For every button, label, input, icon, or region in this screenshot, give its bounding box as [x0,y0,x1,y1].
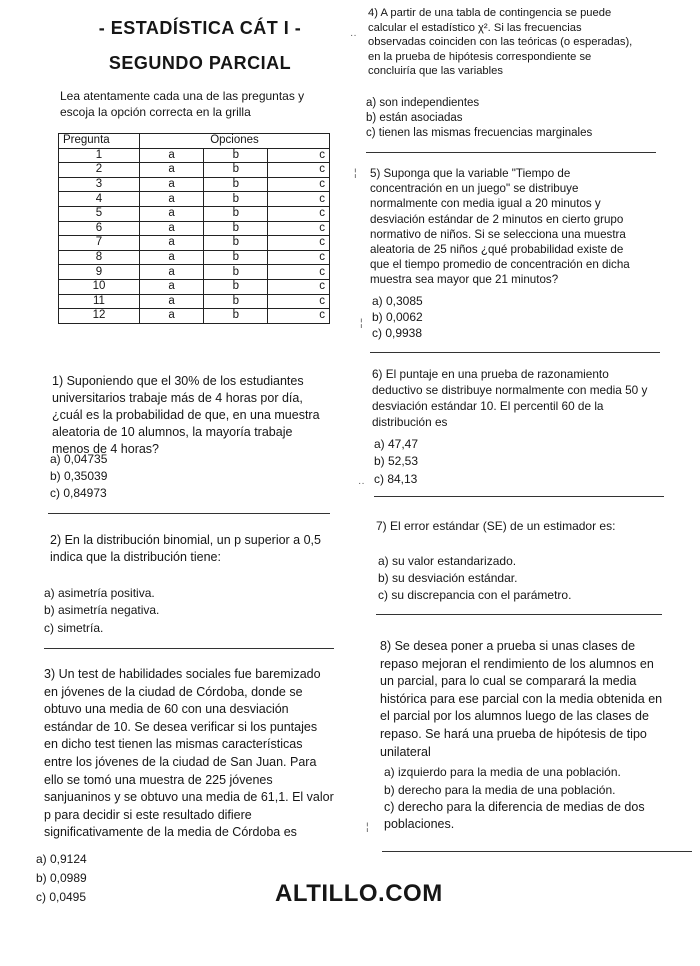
question-1: 1) Suponiendo que el 30% de los estudiantes universitarios trabaje más de 4 horas por día, ¿cuál es la probabilidad de que, en una muestra aleatoria de 10 alumnos, la mayoría trabaje menos de 4 horas? [52,374,320,456]
q8-option-b[interactable]: b) derecho para la media de una población. [384,783,616,797]
question-6: 6) El puntaje en una prueba de razonamiento deductivo se distribuye normalmente con media 50 y desviación estándar 10. El percentil 60 de la distribución es [372,367,648,429]
grid-option-b[interactable]: b [204,236,268,251]
q4-option-a[interactable]: a) son independientes [366,97,480,109]
grid-question-number: 9 [59,265,140,280]
question-5: 5) Suponga que la variable "Tiempo de concentración en un juego" se distribuye normalmente con media igual a 20 minutos y desviación estándar de 2 minutos en cierto grupo normativo de niños. Si se selecciona una muestra aleatoria de 25 niños ¿qué probabilidad existe de que el tiempo promedio de concentración en dicha muestra sea mayor que 21 minutos? [370,167,630,287]
grid-option-b[interactable]: b [204,279,268,294]
grid-option-b[interactable]: b [204,163,268,178]
grid-option-a[interactable]: a [140,148,204,163]
grid-option-b[interactable]: b [204,294,268,309]
grid-question-number: 5 [59,206,140,221]
grid-option-a[interactable]: a [140,206,204,221]
grid-row [59,163,330,178]
grid-option-c[interactable]: c [268,250,330,265]
grid-question-number: 6 [59,221,140,236]
q6-option-b[interactable]: b) 52,53 [374,454,419,468]
q3-option-a[interactable]: a) 0,9124 [36,852,87,866]
q2-option-c[interactable]: c) simetría. [44,621,104,635]
grid-row [59,294,330,309]
grid-row [59,177,330,192]
q5-option-b[interactable]: b) 0,0062 [372,310,423,324]
question-2: 2) En la distribución binomial, un p superior a 0,5 indica que la distribución tiene: [50,533,321,564]
grid-question-number: 11 [59,294,140,309]
grid-option-c[interactable]: c [268,309,330,324]
grid-row [59,206,330,221]
grid-header-opciones: Opciones [140,134,330,149]
grid-option-b[interactable]: b [204,250,268,265]
grid-row [59,192,330,207]
q8-option-c[interactable]: c) derecho para la diferencia de medias de dos poblaciones. [384,800,645,831]
q1-option-c[interactable]: c) 0,84973 [50,486,107,500]
grid-question-number: 4 [59,192,140,207]
scan-mark: ¦ [360,318,363,329]
q5-option-a[interactable]: a) 0,3085 [372,294,423,308]
scan-mark: ·· [358,478,365,489]
divider [374,496,664,497]
grid-option-c[interactable]: c [268,294,330,309]
q4-option-c[interactable]: c) tienen las mismas frecuencias marginales [366,127,593,139]
grid-row [59,279,330,294]
scan-mark: ¦ [366,822,369,833]
grid-option-a[interactable]: a [140,309,204,324]
grid-option-b[interactable]: b [204,265,268,280]
scan-mark: ¦ [354,168,357,179]
grid-option-a[interactable]: a [140,236,204,251]
q7-option-c[interactable]: c) su discrepancia con el parámetro. [378,588,572,602]
grid-option-b[interactable]: b [204,221,268,236]
grid-option-c[interactable]: c [268,221,330,236]
grid-option-c[interactable]: c [268,206,330,221]
grid-row [59,265,330,280]
grid-question-number: 1 [59,148,140,163]
answer-grid [58,133,330,324]
q7-option-a[interactable]: a) su valor estandarizado. [378,554,517,568]
divider [48,513,330,514]
grid-option-a[interactable]: a [140,221,204,236]
grid-option-a[interactable]: a [140,250,204,265]
grid-option-b[interactable]: b [204,309,268,324]
grid-option-b[interactable]: b [204,148,268,163]
exam-subtitle: SEGUNDO PARCIAL [108,53,292,73]
grid-option-a[interactable]: a [140,265,204,280]
exam-title: - ESTADÍSTICA CÁT I - [98,18,302,38]
q3-option-b[interactable]: b) 0,0989 [36,871,87,885]
grid-option-b[interactable]: b [204,192,268,207]
question-3: 3) Un test de habilidades sociales fue baremizado en jóvenes de la ciudad de Córdoba, donde se obtuvo una media de 60 con una desviación estándar de 10. Se desea verificar si los puntajes en dicho test tienen las mismas características entre los jóvenes de la ciudad de San Juan. Para ello se tomó una muestra de 225 jóvenes sanjuaninos y se obtuvo una media de 61,1. El valor p para decidir si este resultado difiere significativamente de la media de Córdoba es [44,667,334,840]
grid-option-a[interactable]: a [140,177,204,192]
site-watermark: ALTILLO.COM [275,880,443,907]
grid-row [59,236,330,251]
grid-option-c[interactable]: c [268,236,330,251]
grid-question-number: 2 [59,163,140,178]
grid-row [59,309,330,324]
grid-row [59,221,330,236]
grid-question-number: 7 [59,236,140,251]
q7-option-b[interactable]: b) su desviación estándar. [378,571,518,585]
grid-option-c[interactable]: c [268,148,330,163]
grid-row [59,148,330,163]
divider [44,648,334,649]
question-8: 8) Se desea poner a prueba si unas clases de repaso mejoran el rendimiento de los alumnos en un parcial, para lo cual se comparará la media histórica para ese parcial con la media obtenida en el parcial por los alumnos luego de las clases de repaso. Se hará una prueba de hipótesis de tipo unilateral [380,639,663,759]
divider [376,614,662,615]
question-4: 4) A partir de una tabla de contingencia se puede calcular el estadístico χ². Si las frecuencias observadas coinciden con las teóricas (o esperadas), en la prueba de hipótesis correspondiente se concluiría que las variables [368,7,633,77]
q4-option-b[interactable]: b) están asociadas [366,112,463,124]
q3-option-c[interactable]: c) 0,0495 [36,890,87,904]
grid-question-number: 12 [59,309,140,324]
grid-question-number: 10 [59,279,140,294]
grid-option-a[interactable]: a [140,192,204,207]
divider [366,152,656,153]
grid-option-c[interactable]: c [268,192,330,207]
q1-option-b[interactable]: b) 0,35039 [50,469,108,483]
grid-option-a[interactable]: a [140,294,204,309]
grid-header-row [59,134,330,149]
grid-option-b[interactable]: b [204,177,268,192]
q8-option-a[interactable]: a) izquierdo para la media de una población. [384,765,621,779]
q2-option-b[interactable]: b) asimetría negativa. [44,603,160,617]
question-7: 7) El error estándar (SE) de un estimador es: [376,519,616,533]
scan-mark: ·· [350,30,357,41]
grid-row [59,250,330,265]
divider [382,851,692,852]
q6-option-c[interactable]: c) 84,13 [374,472,418,486]
grid-option-c[interactable]: c [268,177,330,192]
grid-option-c[interactable]: c [268,163,330,178]
grid-header-pregunta: Pregunta [59,134,140,149]
grid-option-b[interactable]: b [204,206,268,221]
grid-question-number: 8 [59,250,140,265]
divider [370,352,660,353]
instructions: Lea atentamente cada una de las preguntas y escoja la opción correcta en la grilla [60,89,305,119]
grid-option-c[interactable]: c [268,279,330,294]
q2-option-a[interactable]: a) asimetría positiva. [44,586,155,600]
grid-option-c[interactable]: c [268,265,330,280]
q6-option-a[interactable]: a) 47,47 [374,437,419,451]
grid-option-a[interactable]: a [140,279,204,294]
grid-option-a[interactable]: a [140,163,204,178]
q1-option-a[interactable]: a) 0,04735 [50,452,108,466]
grid-question-number: 3 [59,177,140,192]
q5-option-c[interactable]: c) 0,9938 [372,326,423,340]
